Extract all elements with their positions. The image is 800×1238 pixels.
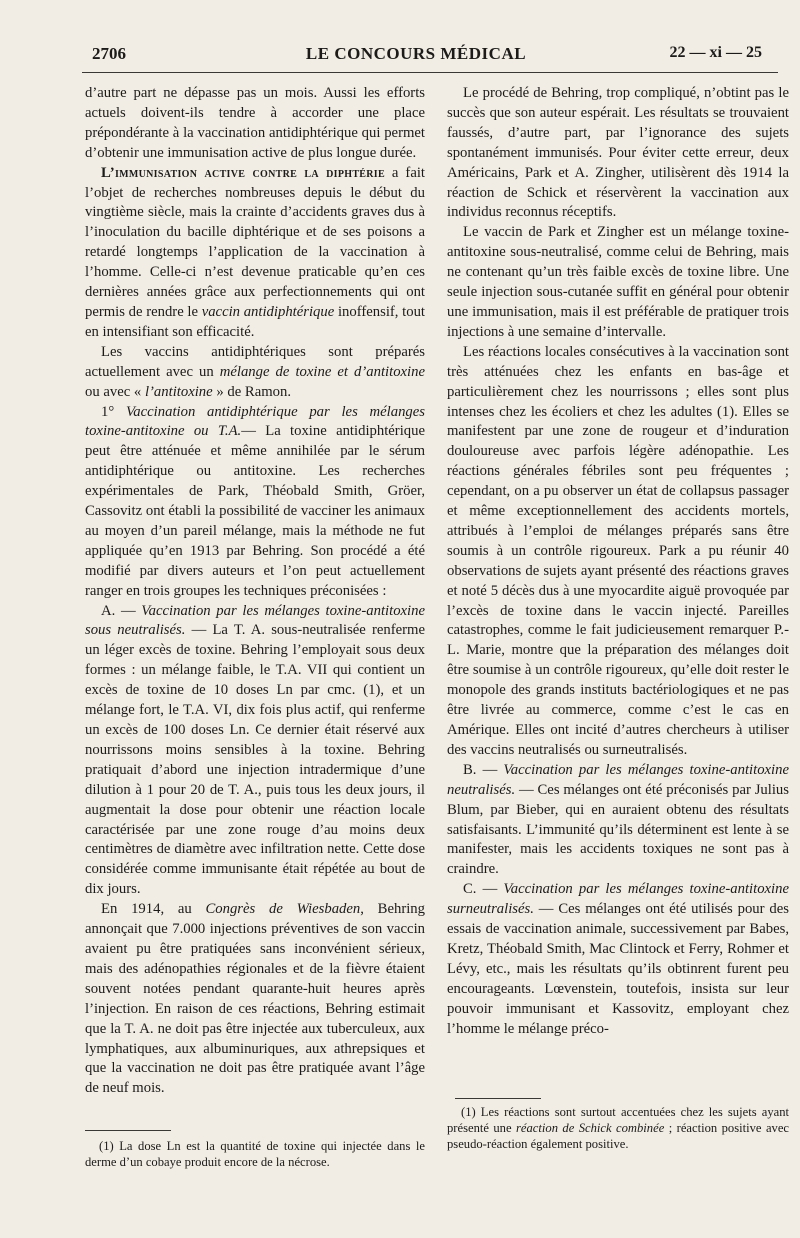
paragraph: En 1914, au Congrès de Wiesbaden, Behring annonçait que 7.000 injections préventives de son vaccin avaient pu être pratiquées sans inconvénient sérieux, mais des adénopathies régionales et de la fièvre étaient souvent notées pendant quarante-huit heures après l’injection. En raison de ces réactions, Behring estimait que la T. A. ne doit pas être injectée aux tuberculeux, aux lymphatiques, aux albuminuriques, aux athrepsiques et que la vaccination ne doit pas être pratiquée avant l’âge de neuf mois. xyxy=(85,901,425,1097)
paragraph: B. — Vaccination par les mélanges toxine-antitoxine neutralisés. — Ces mélanges ont été préconisés par Julius Blum, par Bieber, qui en auraient obtenu des résultats satisfaisants. L’immunité qu’ils déterminent est lente à se manifester, mais les accidents toxiques ne sont pas à craindre. xyxy=(447,761,789,878)
footnote-left: (1) La dose Ln est la quantité de toxine qui injectée dans le derme d’un cobaye produit encore de la nécrose. xyxy=(85,1139,425,1169)
page-number: 2706 xyxy=(92,44,126,63)
paragraph: Le procédé de Behring, trop compliqué, n’obtint pas le succès que son auteur espérait. Les résultats se trouvaient faussés, d’autre part, par l’ignorance des sujets spontanément immunisés. Pour éviter cette erreur, deux Américains, Park et A. Zingher, utilisèrent dès 1914 la réaction de Schick et réservèrent la vaccination aux individus reconnus réceptifs. xyxy=(447,85,789,221)
right-column xyxy=(447,84,789,1040)
left-column xyxy=(85,84,425,1099)
paragraph: d’autre part ne dépasse pas un mois. Aussi les efforts actuels doivent-ils tendre à accorder une place prépondérante à la vaccination antidiphtérique qui permet d’obtenir une immunisation active de plus longue durée. xyxy=(85,85,425,161)
header-rule xyxy=(82,72,778,73)
journal-title: LE CONCOURS MÉDICAL xyxy=(305,44,527,63)
section-lead: L’immunisation active contre la diphtérie xyxy=(101,164,385,181)
footnote-rule xyxy=(455,1098,541,1099)
paragraph: A. — Vaccination par les mélanges toxine-antitoxine sous neutralisés. — La T. A. sous-neutralisée renferme un léger excès de toxine. Behring l’employait sous deux formes : un mélange faible, le T.A. VII qui contient un excès de toxine de 10 doses Ln par cmc. (1), et un mélange fort, le T.A. VI, dix fois plus actif, qui renferme un excès de 100 doses Ln. Ce dernier était réservé aux nourrissons moins sensibles à la toxine. Behring pratiquait d’abord une injection intradermique d’une dilution à 1 pour 20 de T. A., puis tous les deux jours, il augmentait la dose pour obtenir une réaction locale caractérisée par une zone rouge d’au moins deux centimètres de diamètre avec infiltration nette. Cette dose considérée comme immunisante était répétée au bout de dix jours. xyxy=(85,602,425,898)
paragraph: Les vaccins antidiphtériques sont préparés actuellement avec un mélange de toxine et d’antitoxine ou avec « l’antitoxine » de Ramon. xyxy=(85,343,425,400)
issue-date: 22 — xi — 25 xyxy=(669,44,762,61)
footnote-rule xyxy=(85,1130,171,1131)
paragraph: Le vaccin de Park et Zingher est un mélange toxine-antitoxine sous-neutralisé, comme celui de Behring, mais ne contenant qu’un très faible excès de toxine libre. Une seule injection sous-cutanée suffit en général pour obtenir une immunisation, mais il est préférable de pratiquer trois injections à une semaine d’intervalle. xyxy=(447,224,789,340)
paragraph: 1° Vaccination antidiphtérique par les mélanges toxine-antitoxine ou T.A.— La toxine antidiphtérique peut être atténuée et même annihilée par le sérum antidiphtérique ou antitoxine. Les recherches expérimentales de Park, Théobald Smith, Gröer, Cassovitz ont établi la possibilité de vacciner les animaux au moyen d’un pareil mélange, mais la méthode ne fut appliquée qu’en 1913 par Behring. Son procédé a été modifié par divers auteurs et l’on peut actuellement ranger en trois groupes les techniques préconisées : xyxy=(85,403,425,599)
paragraph: Les réactions locales consécutives à la vaccination sont très atténuées chez les enfants en bas-âge et particulièrement chez les nourrissons ; elles sont plus intenses chez les écoliers et chez les adultes (1). Elles se manifestent par une zone de rougeur et d’induration douloureuse avec parfois légère adénopathie. Les réactions générales fébriles sont peu fréquentes ; cependant, on a pu observer un état de collapsus passager et même exceptionnellement des accidents mortels, attribués à l’emploi de mélanges préparés sans être soumis à un contrôle rigoureux. Park a pu réunir 40 observations de sujets ayant présenté des réactions graves et noté 5 décès dus à une myocardite aiguë provoquée par l’excès de toxine dans le vaccin injecté. Pareilles catastrophes, comme le fait judicieusement remarquer P.-L. Marie, montre que la préparation des mélanges doit être soumise à un contrôle rigoureux, qu’elle doit rester le monopole des grands instituts bactériologiques et ne pas être livrée au commerce, comme c’est le cas en Amérique. Elles ont incité d’autres chercheurs à utiliser des vaccins neutralisés ou surneutralisés. xyxy=(447,343,789,758)
footnote-right: (1) Les réactions sont surtout accentuées chez les sujets ayant présenté une réaction de Schick combinée ; réaction positive avec pseudo-réaction également positive. xyxy=(447,1105,790,1151)
paragraph: L’immunisation active contre la diphtérie a fait l’objet de recherches nombreuses depuis le début du vingtième siècle, mais la crainte d’accidents graves dus à l’inoculation du bacille diphtérique et de ses poisons a retardé longtemps l’application de la vaccination à l’homme. Celle-ci n’est devenue praticable qu’en ces dernières années grâce aux perfectionnements qui ont permis de rendre le vaccin antidiphtérique inoffensif, tout en intensifiant son efficacité. xyxy=(85,164,425,340)
page-header xyxy=(70,44,762,74)
paragraph: C. — Vaccination par les mélanges toxine-antitoxine surneutralisés. — Ces mélanges ont été utilisés pour des essais de vaccination animale, successivement par Babes, Kretz, Théobald Smith, Mac Clintock et Ferry, Rohmer et Lévy, etc., mais les résultats qu’ils obtinrent furent peu encourageants. Lœvenstein, toutefois, insista sur leur pouvoir immunisant et Kassovitz, employant chez l’homme le mélange préco- xyxy=(447,881,789,1037)
